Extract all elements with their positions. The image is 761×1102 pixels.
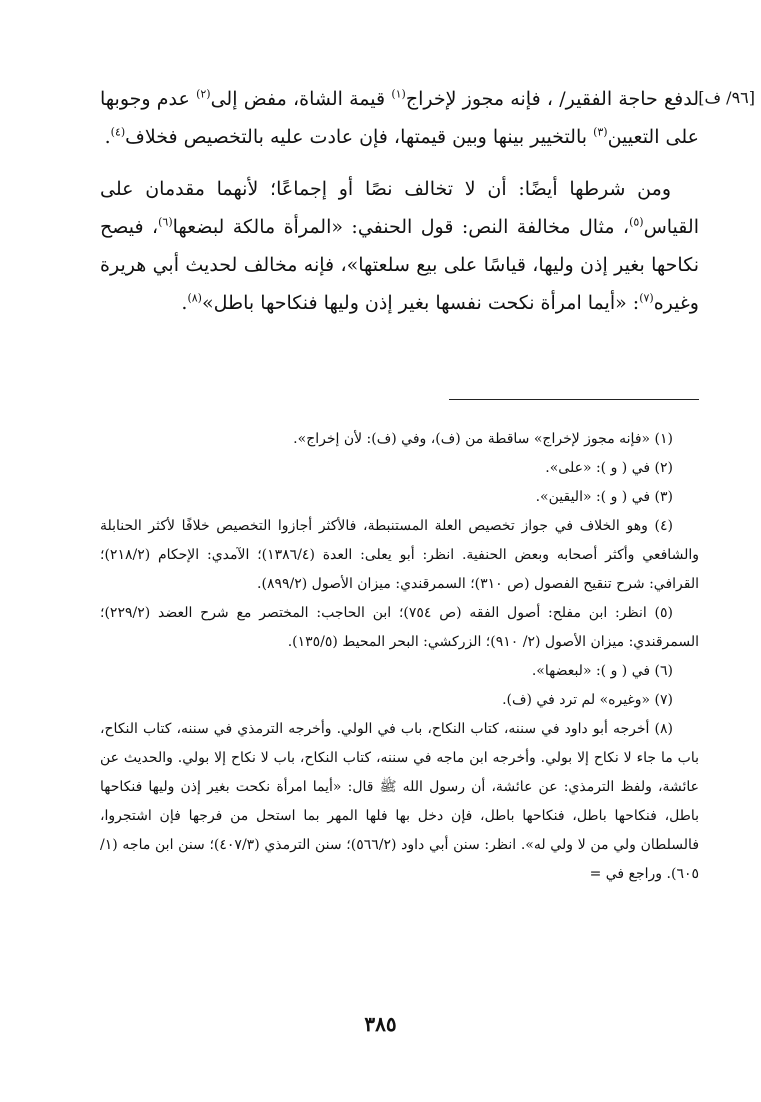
- main-text-segment: عدم وجوبها على التعيين: [100, 88, 699, 148]
- footnote: (٢) في ( و ): «على».: [545, 460, 673, 476]
- main-text: [100, 80, 699, 322]
- main-text-segment: قيمة الشاة، مفض إلى: [210, 88, 392, 110]
- footnote-ref: (٣): [593, 125, 608, 139]
- footnote: (٨) أخرجه أبو داود في سننه، كتاب النكاح، باب في الولي. وأخرجه الترمذي في سننه، كتاب النكاح، باب ما جاء لا نكاح إلا بولي. وأخرجه ابن ماجه في سننه، كتاب النكاح، باب لا نكاح إلا بولي. والحديث عن عائشة، ولفظ الترمذي: عن عائشة، أن رسول الله ﷺ قال: «أيما امرأة نكحت بغير إذن وليها فنكاحها باطل، فنكاحها باطل، فنكاحها باطل، فإن دخل بها فلها المهر بما استحل من فرجها فإن اشتجروا، فالسلطان ولي من لا ولي له». انظر: سنن أبي داود (٥٦٦/٢)؛ سنن الترمذي (٤٠٧/٣)؛ سنن ابن ماجه (١/ ٦٠٥). وراجع في =: [100, 721, 700, 882]
- footnote-ref: (١): [391, 87, 406, 101]
- main-text-segment: : «أيما امرأة نكحت نفسها بغير إذن وليها فنكاحها باطل»: [201, 292, 640, 314]
- main-text-segment: .: [104, 126, 111, 148]
- footnote: (٧) «وغيره» لم ترد في (ف).: [502, 692, 673, 708]
- margin-manuscript-reference: [٩٦/ ف]: [698, 88, 755, 107]
- main-text-segment: ومن شرطها أيضًا: أن لا تخالف نصًا أو إجماعًا؛ لأنهما مقدمان على القياس: [100, 178, 699, 238]
- footnote-ref: (٤): [110, 125, 126, 139]
- footnotes: [100, 425, 699, 889]
- main-text-segment: ، مثال مخالفة النص: قول الحنفي: «المرأة مالكة لبضعها: [172, 216, 630, 238]
- footnote-ref: (٢): [196, 87, 211, 101]
- footnote: (٤) وهو الخلاف في جواز تخصيص العلة المستنبطة، فالأكثر أجازوا التخصيص خلافًا لأكثر الحنابلة والشافعي وأكثر أصحابه وبعض الحنفية. انظر: أبو يعلى: العدة (١٣٨٦/٤)؛ الآمدي: الإحكام (٢١٨/٢)؛ القرافي: شرح تنقيح الفصول (ص ٣١٠)؛ السمرقندي: ميزان الأصول (٨٩٩/٢).: [100, 518, 699, 592]
- main-text-segment: ، فيصح نكاحها بغير إذن وليها، قياسًا على بيع سلعتها»، فإنه مخالف لحديث أبي هريرة وغيره: [100, 216, 699, 314]
- footnote: (٦) في ( و ): «لبعضها».: [531, 663, 673, 679]
- footnote-ref: (٦): [158, 215, 173, 229]
- footnote: (٣) في ( و ): «اليقين».: [535, 489, 673, 505]
- footnote: (١) «فإنه مجوز لإخراج» ساقطة من (ف)، وفي (ف): لأن إخراج».: [293, 431, 673, 447]
- main-text-segment: بالتخيير بينها وبين قيمتها، فإن عادت عليه بالتخصيص فخلاف: [125, 126, 594, 148]
- main-paragraph: [100, 170, 699, 322]
- page-number: ٣٨٥: [364, 1012, 397, 1036]
- footnote-separator: [449, 399, 699, 400]
- footnote-ref: (٨): [187, 291, 202, 305]
- main-paragraph: [100, 80, 699, 156]
- footnote-ref: (٧): [639, 291, 654, 305]
- footnote-ref: (٥): [629, 215, 644, 229]
- main-text-segment: .: [181, 292, 188, 314]
- main-text-segment: لدفع حاجة الفقير/ ، فإنه مجوز لإخراج: [405, 88, 699, 110]
- footnote: (٥) انظر: ابن مفلح: أصول الفقه (ص ٧٥٤)؛ ابن الحاجب: المختصر مع شرح العضد (٢٢٩/٢)؛ السمرقندي: ميزان الأصول (٢/ ٩١٠)؛ الزركشي: البحر المحيط (١٣٥/٥).: [100, 605, 699, 650]
